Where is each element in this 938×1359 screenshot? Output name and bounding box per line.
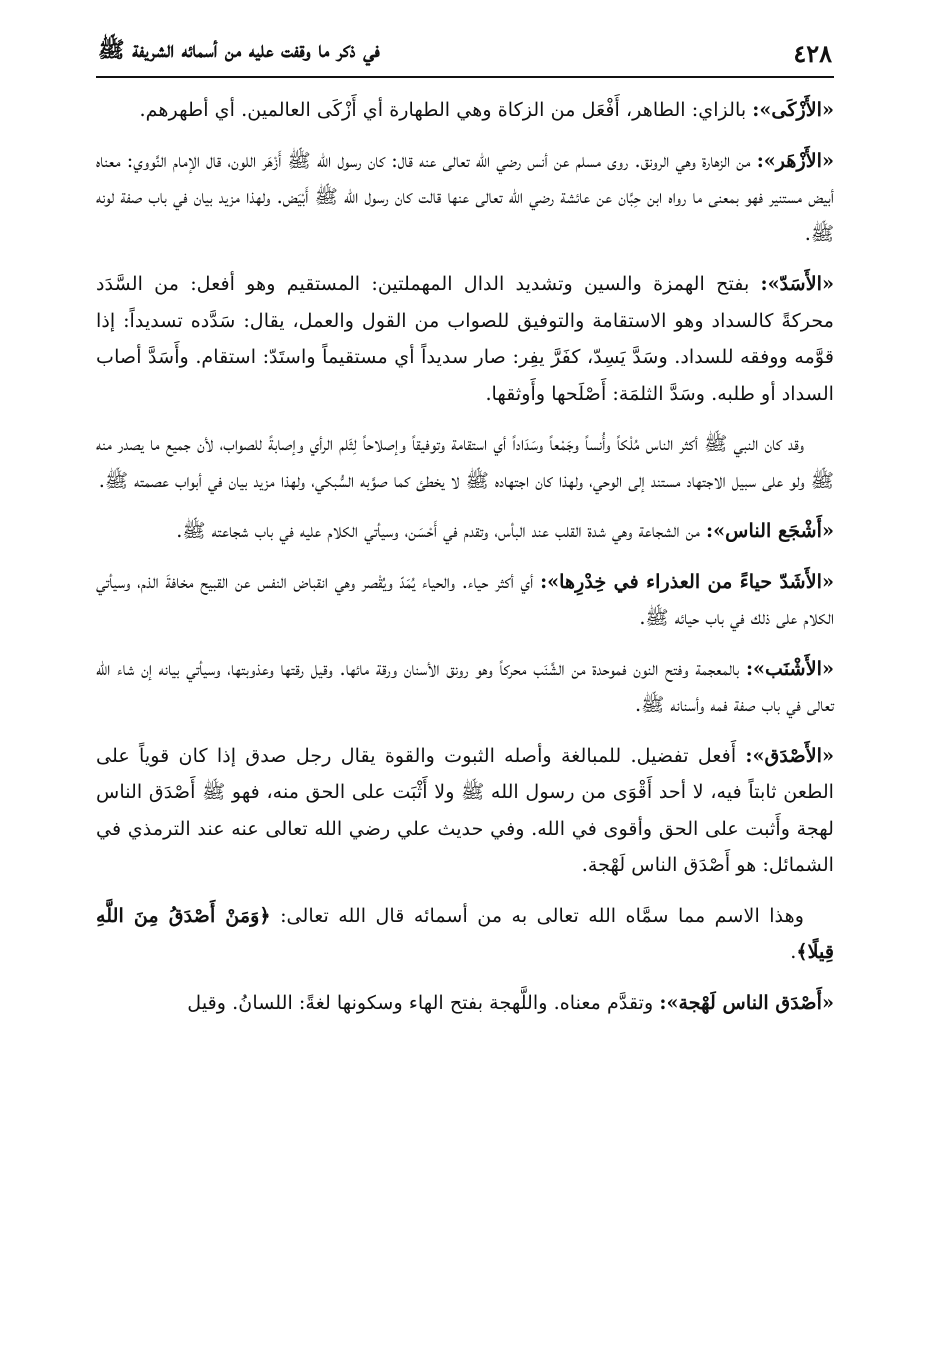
entry-text: أَفعل تفضيل. للمبالغة وأصله الثبوت والقوة يقال رجل صدق إذا كان قوياً على الطعن ثابتاً فيه، لا أحد أَقْوَى من رسول الله ﷺ ولا أَثْبَت على الحق منه، فهو ﷺ أَصْدَق الناس لهجة وأَثبت على الحق وأقوى في الله. وفي حديث علي رضي الله تعالى عنه عند الترمذي في الشمائل: هو أَصْدَق الناس لَهْجة. bbox=[96, 743, 834, 876]
running-title: في ذكر ما وقفت عليه من أسمائه الشريفة ﷺ bbox=[98, 37, 380, 63]
entry-term: «الأَشْنَب»: bbox=[745, 656, 834, 680]
main-text bbox=[96, 92, 834, 1021]
entry-term: «أَشْجَع الناس»: bbox=[706, 519, 834, 542]
entry-azka bbox=[96, 92, 834, 129]
entry-azhar bbox=[96, 143, 834, 253]
running-header bbox=[96, 32, 834, 78]
entry-text: وقد كان النبي ﷺ أكثر الناس مُلْكاً وأُنساً وجَمْعاً وسَدَاداً أي استقامة وتوفيقاً وإصلاحاً لِثَلم الرأي وإصابةً للصواب، لأن جميع ما يصدر منه ﷺ ولو على سبيل الاجتهاد مستند إلى الوحي، ولهذا كان اجتهاده ﷺ لا يخطئ كما صوَّبه السُّبكي، ولهذا مزيد بيان في أبواب عصمته ﷺ. bbox=[96, 432, 834, 492]
entry-text: من الزهارة وهي الرونق. روى مسلم عن أنس رضي الله تعالى عنه قال: كان رسول الله ﷺ أَزْهَر اللون، قال الإمام النَّووي: معناه أبيض مستنير فهو بمعنى ما رواه ابن حِبَّان عن عائشة رضي الله تعالى عنها قالت كان رسول الله ﷺ أَبْيَض. ولهذا مزيد بيان في باب صفة لونه ﷺ. bbox=[96, 148, 834, 245]
entry-text: وهذا الاسم مما سمَّاه الله تعالى به من أسمائه قال الله تعالى: bbox=[270, 903, 804, 927]
entry-term: «الأَزْهَر»: bbox=[756, 148, 834, 172]
paragraph-continuation bbox=[96, 426, 834, 499]
page-number: ٤٢٨ bbox=[793, 39, 832, 68]
entry-term: «الأَشَدّ حياءً من العذراء في خِدْرِها»: bbox=[540, 569, 835, 593]
entry-text: بفتح الهمزة والسين وتشديد الدال المهملتين: المستقيم وهو أفعل: من السَّدَد محركةً كالسداد وهو الاستقامة والتوفيق للصواب من القول والعمل، يقال: سَدَّده تسديداً: إذا قوَّمه ووفقه للسداد. وسَدَّ يَسِدّ، كفَرَّ يفِر: صار سديداً أي مستقيماً واستَدّ: استقام. وأَسَدَّ أصاب السداد أو طلبه. وسَدَّ الثلمَة: أَصْلَحها وأَوثقها. bbox=[96, 272, 834, 405]
quran-quote: ﴿وَمَنْ أَصْدَقُ مِنَ اللَّهِ قِيلًا﴾ bbox=[96, 903, 834, 963]
entry-ashadd bbox=[96, 564, 834, 637]
entry-text: من الشجاعة وهي شدة القلب عند البأس، وتقدم في أَحْسَن، وسيأتي الكلام عليه في باب شجاعته ﷺ. bbox=[176, 519, 706, 542]
entry-term: «الأَسَدّ»: bbox=[760, 272, 834, 295]
entry-asadd bbox=[96, 266, 834, 412]
entry-text: بالمعجمة وفتح النون فموحدة من الشَّنَب محركاً وهو رونق الأسنان ورقة مائها. وقيل رقتها وعذوبتها، وسيأتي بيانه إن شاء الله تعالى في باب صفة فمه وأسنانه ﷺ. bbox=[96, 656, 834, 716]
entry-tail: . bbox=[790, 940, 797, 963]
entry-ashja bbox=[96, 513, 834, 550]
entry-text: بالزاي: الطاهر، أَفْعَل من الزكاة وهي الطهارة أي أَزْكَى العالمين. أي أطهرهم. bbox=[139, 98, 753, 121]
paragraph-quran-quote bbox=[96, 898, 834, 971]
entry-term: «أَصْدَق الناس لَهْجة»: bbox=[659, 990, 834, 1014]
entry-term: «الأَزْكَى»: bbox=[752, 98, 834, 121]
entry-text: أي أكثر حياء. والحياء يُمَدّ ويُقْصر وهي انقباض النفس عن القبيح مخافةَ الذم، وسيأتي الكلام على ذلك في باب حيائه ﷺ. bbox=[96, 569, 834, 629]
entry-ashnab bbox=[96, 651, 834, 724]
entry-text: وتقدَّم معناه. واللَّهجة بفتح الهاء وسكونها لغةً: اللسانُ. وقيل bbox=[187, 990, 660, 1014]
entry-asdaq-lahja bbox=[96, 985, 834, 1022]
entry-term: «الأَصْدَق»: bbox=[745, 743, 834, 767]
entry-asdaq bbox=[96, 738, 834, 884]
